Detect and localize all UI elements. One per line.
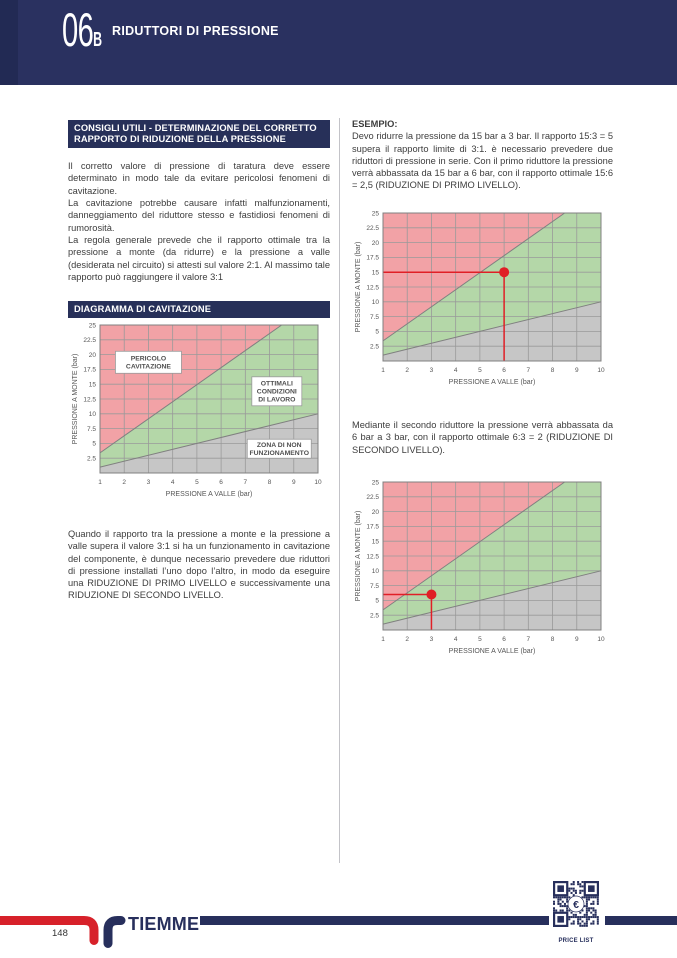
svg-text:8: 8	[267, 479, 272, 486]
svg-text:PRESSIONE A VALLE (bar): PRESSIONE A VALLE (bar)	[448, 379, 536, 386]
first-reduction-chart	[351, 208, 613, 388]
diagram-heading: DIAGRAMMA DI CAVITAZIONE	[68, 301, 330, 318]
svg-text:20: 20	[371, 239, 379, 247]
svg-text:22.5: 22.5	[366, 494, 379, 502]
svg-text:4: 4	[453, 367, 458, 374]
svg-text:PRESSIONE A MONTE (bar): PRESSIONE A MONTE (bar)	[72, 353, 79, 445]
svg-text:7: 7	[243, 479, 248, 486]
svg-text:10: 10	[597, 636, 605, 643]
advice-paragraph-2: La cavitazione potrebbe causare infatti malfunzionamenti, danneggiamento del riduttore stesso e fastidiosi fenomeni di rumorosità.	[68, 198, 330, 233]
svg-text:17.5: 17.5	[366, 254, 379, 262]
svg-text:25: 25	[371, 479, 379, 487]
svg-text:22.5: 22.5	[83, 337, 96, 345]
second-reduction-chart	[351, 477, 613, 657]
qr-code-label: PRICE LIST	[558, 938, 594, 944]
svg-text:7.5: 7.5	[369, 313, 379, 321]
svg-text:12.5: 12.5	[366, 284, 379, 292]
svg-text:PRESSIONE A VALLE (bar): PRESSIONE A VALLE (bar)	[165, 491, 253, 498]
svg-text:25: 25	[371, 210, 379, 218]
svg-text:3: 3	[429, 636, 434, 643]
second-reduction-text: Mediante il secondo riduttore la pressione verrà abbassata da 6 bar a 3 bar, con il rapporto ottimale 6:3 = 2 (RIDUZIONE DI SECONDO LIVELLO).	[352, 420, 613, 455]
section-number-suffix: B	[93, 29, 103, 51]
svg-text:12.5: 12.5	[83, 396, 96, 404]
svg-text:22.5: 22.5	[366, 225, 379, 233]
svg-text:2: 2	[405, 367, 410, 374]
example-text: Devo ridurre la pressione da 15 bar a 3 bar. Il rapporto 15:3 = 5 supera il rapporto limite di 3:1. è necessario prevedere due riduttori di pressione in serie. Con il primo riduttore la pressione verrà abbassata da 15 bar a 6 bar, con il rapporto ottimale 15:6 = 2,5 (RIDUZIONE DI PRIMO LIVELLO).	[352, 131, 613, 191]
svg-text:8: 8	[550, 636, 555, 643]
svg-text:15: 15	[371, 538, 379, 546]
svg-text:2: 2	[405, 636, 410, 643]
page-number: 148	[52, 928, 68, 939]
svg-text:4: 4	[170, 479, 175, 486]
svg-text:20: 20	[371, 508, 379, 516]
svg-text:€: €	[573, 898, 579, 911]
svg-text:10: 10	[88, 411, 96, 419]
svg-text:1: 1	[381, 636, 385, 643]
svg-text:6: 6	[219, 479, 223, 486]
cavitation-diagram-chart	[68, 320, 330, 500]
advice-paragraph-3: La regola generale prevede che il rapporto ottimale tra la pressione a monte (da ridurre) e la pressione a valle (desiderata nel circuito) si attesti sul valore 2:1. Al massimo tale rapporto può raggiungere il valore 3:1	[68, 235, 330, 282]
column-divider	[339, 118, 340, 863]
page-header	[0, 0, 677, 85]
footer-bar-right	[605, 916, 677, 925]
svg-text:6: 6	[502, 636, 506, 643]
svg-text:10: 10	[371, 299, 379, 307]
svg-text:5: 5	[375, 597, 379, 605]
footer-bar-left	[200, 916, 549, 925]
svg-text:PRESSIONE A VALLE (bar): PRESSIONE A VALLE (bar)	[448, 648, 536, 655]
svg-text:7.5: 7.5	[86, 425, 96, 433]
svg-text:10: 10	[371, 568, 379, 576]
price-list-qr-code	[553, 881, 599, 927]
header-edge-strip	[0, 0, 18, 85]
advice-paragraph-1: Il corretto valore di pressione di taratura deve essere determinato in modo tale da evitare pericolosi fenomeni di cavitazione.	[68, 161, 330, 196]
svg-text:1: 1	[381, 367, 385, 374]
svg-text:2.5: 2.5	[369, 612, 379, 620]
svg-text:OTTIMALI: OTTIMALI	[260, 380, 293, 388]
svg-text:PERICOLO: PERICOLO	[130, 355, 167, 363]
svg-text:17.5: 17.5	[83, 366, 96, 374]
svg-text:7: 7	[526, 636, 531, 643]
page-title: RIDUTTORI DI PRESSIONE	[112, 24, 279, 38]
svg-text:CAVITAZIONE: CAVITAZIONE	[125, 363, 171, 371]
svg-text:15: 15	[371, 269, 379, 277]
svg-text:10: 10	[597, 367, 605, 374]
section-number-main: 06	[62, 3, 94, 56]
svg-text:5: 5	[92, 440, 96, 448]
example-label: ESEMPIO:	[352, 119, 398, 129]
svg-text:2.5: 2.5	[369, 343, 379, 351]
svg-text:9: 9	[574, 636, 579, 643]
section-number	[62, 4, 102, 56]
svg-text:6: 6	[502, 367, 506, 374]
svg-text:PRESSIONE A MONTE (bar): PRESSIONE A MONTE (bar)	[355, 241, 362, 333]
svg-text:25: 25	[88, 322, 96, 330]
svg-text:5: 5	[375, 328, 379, 336]
conclusion-paragraph: Quando il rapporto tra la pressione a monte e la pressione a valle supera il valore 3:1 si ha un funzionamento in cavitazione del componente, è dunque necessario prevedere due riduttori di pressione installati l’uno dopo l’altro, in modo da eseguire una RIDUZIONE DI PRIMO LIVELLO e successivamente una RIDUZIONE DI SECONDO LIVELLO.	[68, 529, 330, 601]
example-block	[352, 118, 613, 192]
svg-text:CONDIZIONI: CONDIZIONI	[256, 388, 297, 396]
brand-logo-text: TIEMME	[128, 914, 200, 934]
svg-text:FUNZIONAMENTO: FUNZIONAMENTO	[249, 450, 310, 458]
svg-text:4: 4	[453, 636, 458, 643]
svg-text:5: 5	[478, 367, 482, 374]
advice-heading: CONSIGLI UTILI - DETERMINAZIONE DEL CORRETTO RAPPORTO DI RIDUZIONE DELLA PRESSIONE	[68, 120, 330, 148]
svg-text:7.5: 7.5	[369, 582, 379, 590]
svg-text:2: 2	[122, 479, 127, 486]
svg-text:5: 5	[195, 479, 199, 486]
svg-text:5: 5	[478, 636, 482, 643]
svg-text:3: 3	[429, 367, 434, 374]
svg-text:DI LAVORO: DI LAVORO	[258, 396, 296, 404]
svg-text:3: 3	[146, 479, 151, 486]
svg-text:20: 20	[88, 351, 96, 359]
svg-text:17.5: 17.5	[366, 523, 379, 531]
footer-red-ribbon	[0, 921, 94, 941]
svg-text:15: 15	[88, 381, 96, 389]
svg-text:1: 1	[98, 479, 102, 486]
svg-text:10: 10	[314, 479, 322, 486]
svg-text:9: 9	[291, 479, 296, 486]
svg-text:12.5: 12.5	[366, 553, 379, 561]
footer-navy-hook	[108, 921, 121, 944]
svg-text:7: 7	[526, 367, 531, 374]
svg-text:PRESSIONE A MONTE (bar): PRESSIONE A MONTE (bar)	[355, 510, 362, 602]
svg-text:8: 8	[550, 367, 555, 374]
svg-text:9: 9	[574, 367, 579, 374]
svg-text:2.5: 2.5	[86, 455, 96, 463]
svg-text:ZONA DI NON: ZONA DI NON	[256, 442, 302, 450]
